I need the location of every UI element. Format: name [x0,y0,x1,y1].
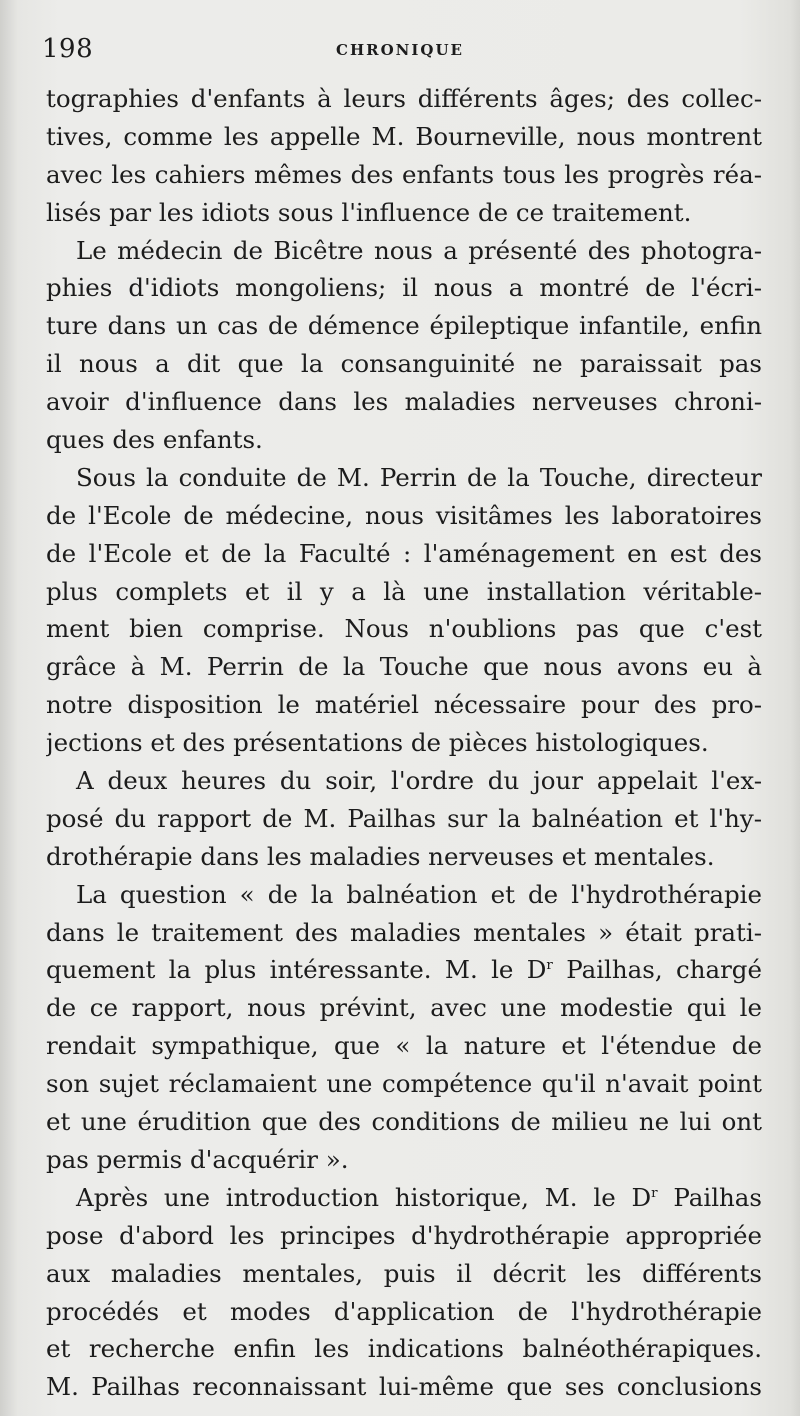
text-line: pose d'abord les principes d'hydrothérapie appropriée [46,1220,762,1250]
page-body-text [46,80,762,1406]
text-line: de ce rapport, nous prévint, avec une modestie qui le [46,993,762,1023]
superscript: r [651,1184,658,1201]
text-line: de l'Ecole et de la Faculté : l'aménagement en est des [46,538,762,568]
page-number: 198 [42,34,94,64]
superscript: r [546,957,553,974]
text-line: posé du rapport de M. Pailhas sur la balnéation et l'hy- [46,803,762,833]
text-line: lisés par les idiots sous l'influence de ce traitement. [46,197,692,227]
text-line: drothérapie dans les maladies nerveuses et mentales. [46,841,715,871]
page-header [42,32,758,72]
text-line: Le médecin de Bicêtre nous a présenté des photogra- [76,235,762,265]
text-line: ture dans un cas de démence épileptique infantile, enfin [46,311,762,341]
running-head: CHRONIQUE [336,41,464,59]
text-line: avec les cahiers mêmes des enfants tous les progrès réa- [46,159,762,189]
text-line: A deux heures du soir, l'ordre du jour appelait l'ex- [76,766,762,796]
text-line: et une érudition que des conditions de milieu ne lui ont [46,1107,762,1137]
text-line: son sujet réclamaient une compétence qu'il n'avait point [46,1069,762,1099]
text-line: grâce à M. Perrin de la Touche que nous avons eu à [46,652,762,682]
text-segment: quement la plus intéressante. M. le D [46,955,547,985]
text-line: dans le traitement des maladies mentales » était prati- [46,917,762,947]
text-segment: Après une introduction historique, M. le D [76,1182,652,1212]
text-line: avoir d'influence dans les maladies nerveuses chroni- [46,387,762,417]
text-line: et recherche enfin les indications balnéothérapiques. [46,1334,762,1364]
text-line: pas permis d'acquérir ». [46,1144,349,1174]
text-line: phies d'idiots mongoliens; il nous a montré de l'écri- [46,273,762,303]
text-line: ques des enfants. [46,425,263,455]
text-line: rendait sympathique, que « la nature et l'étendue de [46,1031,762,1061]
text-line: Sous la conduite de M. Perrin de la Touche, directeur [76,462,762,492]
text-line-with-superscript [46,951,762,989]
text-line: tographies d'enfants à leurs différents âges; des collec- [46,84,762,113]
text-line: aux maladies mentales, puis il décrit les différents [46,1258,762,1288]
text-line-with-superscript [46,1179,762,1217]
text-line: de l'Ecole de médecine, nous visitâmes les laboratoires [46,500,762,530]
text-line: jections et des présentations de pièces histologiques. [46,728,709,758]
text-line: procédés et modes d'application de l'hydrothérapie [46,1296,762,1326]
text-line: tives, comme les appelle M. Bourneville, nous montrent [46,121,762,151]
text-segment: Pailhas, chargé [552,955,762,985]
text-line: notre disposition le matériel nécessaire pour des pro- [46,690,762,720]
text-line: il nous a dit que la consanguinité ne paraissait pas [46,349,762,379]
text-line: plus complets et il y a là une installation véritable- [46,576,762,606]
text-line: La question « de la balnéation et de l'hydrothérapie [76,879,762,909]
text-line: ment bien comprise. Nous n'oublions pas que c'est [46,614,762,644]
text-line: M. Pailhas reconnaissant lui-même que ses conclusions [46,1372,762,1402]
text-segment: Pailhas [657,1182,762,1212]
